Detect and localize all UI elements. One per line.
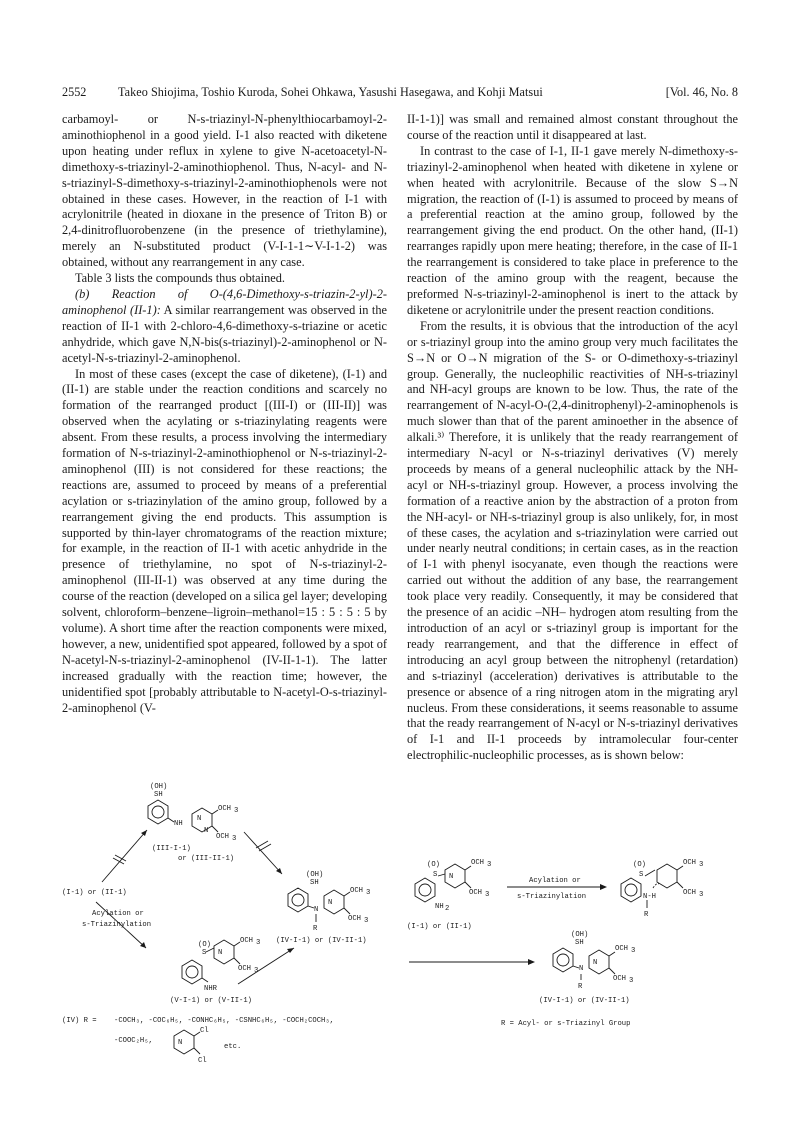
blocked-arrow-left [102, 830, 147, 882]
cl-label: Cl [200, 1027, 209, 1035]
compound-label: (IV-I-1) or (IV-II-1) [539, 997, 630, 1005]
benzene-ring [553, 948, 573, 972]
benzene-ring [148, 800, 168, 824]
triazine-ring [324, 890, 344, 914]
och3-label: OCH [683, 889, 696, 897]
triazine-ring [589, 950, 609, 974]
paragraph: In most of these cases (except the case of diketene), (I-1) and (II-1) are stable under the reaction conditions and scarcely no formation of the rearranged product [(III-I) or (III-II)] was observed when the acylating or s-triazinylating reagents were absent. From these results, a process involving the intermediary formation of N-s-triazinyl-2-aminothiophenol or N-s-triazinyl-2-aminophenol (III) is not considered for these reactions; the reactions are, assumed to proceed by means of a preferential acylation or s-triazinylation of the amino group, followed by a rearrangement giving the end products. This assumption is supported by thin-layer chromatograms of the reaction mixture; for example, in the reaction of II-1 with acetic anhydride in the presence of triethylamine, no spot of N-s-triazinyl-2-aminophenol (III-II-1) was observed at any time during the course of the reaction (developed on a silica gel layer; developing solvent, chloroform–benzene–ligroin–methanol=15 : 5 : 5 : 5 by volume). A short time after the reaction components were mixed, however, a new, unidentified spot appeared, followed by a spot of N-acetyl-N-s-triazinyl-2-aminophenol (IV-II-1-1). The latter increased gradually with the reaction time; however, the unidentified spot [probably attributable to N-acetyl-O-s-triazinyl-2-aminophenol (V- [62, 366, 387, 715]
nhr-label: NHR [204, 985, 217, 993]
o-label: (O) [198, 941, 211, 949]
benzene-ring [182, 960, 202, 984]
r-def-prefix: (IV) R = [62, 1017, 97, 1025]
paragraph: II-1-1)] was small and remained almost constant throughout the course of the reaction until it disappeared at last. [407, 112, 738, 142]
nh2-label: NH [435, 903, 444, 911]
structure-product [539, 931, 635, 1005]
sh-label: SH [310, 879, 319, 887]
subscript: 3 [629, 977, 634, 985]
r-label: R [578, 983, 583, 991]
nh-label: NH [174, 820, 183, 828]
n-label: N [314, 906, 319, 914]
structure-IV [276, 871, 370, 945]
reaction-arrow-2 [409, 959, 535, 965]
o-label: (O) [427, 861, 440, 869]
r-def-list: -COOC₂H₅, [114, 1037, 153, 1045]
r-label: R [644, 911, 649, 919]
structure-V [170, 937, 260, 1005]
subscript: 3 [256, 939, 261, 947]
structure-III [148, 783, 238, 863]
paragraph: From the results, it is obvious that the introduction of the acyl or s-triazinyl group into the amino group very much facilitates the S→N or O→N migration of the S- or O-dimethoxy-s-triazinyl group. Generally, the nucleophilic reactivities of NH-s-triazinyl and NH-acyl groups are known to be low. Thus, the rate of the rearrangement of N-acyl-O-(2,4-dinitrophenyl)-2-aminophenols is much slower than that of the parent aminoether in the absence of alkali.³⁾ Therefore, it is unlikely that the ready rearrangement of intermediary N-acyl or N-s-triazinyl derivatives (V) merely proceeds by means of a general nucleophilic attack by the NH-acyl or NH-s-triazinyl group. However, a process involving the formation of a reactive anion by the abstraction of a proton from the NH-acyl- or NH-s-triazinyl group is also unlikely, for, in most of these cases, the acylation and s-triazinylation were carried out under nearly neutral conditions; in certain cases, as in the reaction of I-1 with phenyl isocyanate, even though the reactions were carried out without the addition of any base, the rearrangement took place very readily. Consequently, it may be considered that the presence of an acidic –NH– hydrogen atom resulting from the introduction of an acyl or s-triazinyl group is important for the ready rearrangement, and that the difference in effect of introducing an acyl group between the nitrophenyl (retardation) and s-triazinyl (acceleration) derivatives is attributable to the presence or absence of a ring nitrogen atom in the migrating aryl nucleus. From these considerations, it seems reasonable to assume that the ready rearrangement of N-acyl or N-s-triazinyl derivatives of I-1 and II-1 proceeds by intramolecular four-center electrophilic-nucleophilic processes, as is shown below: [407, 318, 738, 763]
subscript: 3 [699, 891, 704, 899]
reaction-arrow [507, 877, 607, 901]
och3-label: OCH [238, 965, 251, 973]
subscript: 3 [631, 947, 636, 955]
compound-label: (III-I-1) [152, 845, 191, 853]
och3-label: OCH [683, 859, 696, 867]
och3-label: OCH [471, 859, 484, 867]
subscript: 3 [364, 917, 369, 925]
subscript: 3 [232, 835, 237, 843]
och3-label: OCH [240, 937, 253, 945]
reagent-label: Acylation or [92, 910, 144, 918]
author-line: Takeo Shiojima, Toshio Kuroda, Sohei Ohkawa, Yasushi Hasegawa, and Kohji Matsui [118, 85, 543, 99]
structure-intermediate [621, 859, 703, 919]
structure-start [407, 859, 491, 931]
oh-label: (OH) [150, 783, 168, 791]
subscript: 3 [699, 861, 704, 869]
och3-label: OCH [350, 887, 363, 895]
paragraph: In contrast to the case of I-1, II-1 gave merely N-dimethoxy-s-triazinyl-2-aminophenol when heated with diketene in xylene or when heated with acrylonitrile. Because of the slow S→N migration, the reaction of (I-1) is assumed to proceed by means of a preferential reaction at the amino group, followed by the rearrangement giving the end product. On the other hand, (II-1) rearranges rapidly upon mere heating; therefore, in the case of II-1 the rearrangement is considered to take place in preference to the reaction of the amino group with the reagent, because the preformed N-s-triazinyl-2-aminophenol is inert to the attack by diketene or acrylonitrile under the present reaction conditions. [407, 143, 738, 317]
s-label: S [639, 871, 644, 879]
benzene-ring [621, 878, 641, 902]
triazine-ring [214, 940, 234, 964]
och3-label: OCH [613, 975, 626, 983]
compound-label: (V-I-1) or (V-II-1) [170, 997, 252, 1005]
n-label: N [449, 873, 454, 881]
page-number: 2552 [62, 85, 87, 99]
och3-label: OCH [469, 889, 482, 897]
subscript: 3 [254, 967, 259, 975]
och3-label: OCH [615, 945, 628, 953]
subscript: 3 [487, 861, 492, 869]
n-label: N [218, 949, 223, 957]
subscript: 3 [234, 807, 239, 815]
reagent-label: Acylation or [529, 877, 581, 885]
etc-label: etc. [224, 1043, 242, 1051]
dichlorotriazine-ring [174, 1030, 194, 1054]
paragraph: Table 3 lists the compounds thus obtained. [75, 271, 285, 286]
n-label: N [197, 815, 202, 823]
s-label: S [202, 949, 207, 957]
sh-label: SH [154, 791, 163, 799]
triazine-ring [445, 864, 465, 888]
subscript: 2 [445, 905, 450, 913]
benzene-ring [288, 888, 308, 912]
n-label: N [204, 827, 209, 835]
och3-label: OCH [216, 833, 229, 841]
n-label: N [178, 1039, 183, 1047]
n-label: N [579, 965, 584, 973]
blocked-arrow-right [244, 832, 282, 874]
oh-label: (OH) [571, 931, 589, 939]
nh-label: N-H [643, 893, 656, 901]
och3-label: OCH [218, 805, 231, 813]
aromatic-circle [152, 806, 164, 818]
compound-label: (IV-I-1) or (IV-II-1) [276, 937, 367, 945]
volume-info: [Vol. 46, No. 8 [665, 85, 738, 99]
compound-label: or (III-II-1) [178, 855, 235, 863]
cl-label: Cl [198, 1057, 207, 1065]
s-label: S [433, 871, 438, 879]
paragraph: carbamoyl- or N-s-triazinyl-N-phenylthiocarbamoyl-2-aminothiophenol in a good yield. I-1 also reacted with diketene upon heating under reflux in xylene to give N-acetoacetyl-N-dimethoxy-s-triazinyl-2-aminothiophenol. Thus, N-acyl- and N-s-triazinyl-S-dimethoxy-s-triazinyl-2-aminothiophenols were not obtained in these cases. However, in the reaction of I-1 with acrylonitrile (heated in dioxane in the presence of Triton B) or 2,4-dinitrofluorobenzene (in the presence of triethylamine), merely an N-substituted product (V-I-1-1∼V-I-1-2) was obtained, without any rearrangement in any case. [62, 112, 387, 270]
och3-label: OCH [348, 915, 361, 923]
r-label: R [313, 925, 318, 933]
paragraph [62, 287, 387, 367]
subscript: 3 [485, 891, 490, 899]
reagent-label: s-Triazinylation [82, 921, 152, 929]
paragraph-body: A similar rearrangement was observed in the reaction of II-1 with 2-chloro-4,6-dimethoxy-s-triazine or acetic anhydride, which gave N,N-bis(s-triazinyl)-2-aminophenol or N-acetyl-N-s-triazinyl-2-aminophenol. [62, 302, 387, 365]
subscript: 3 [366, 889, 371, 897]
n-label: N [328, 899, 333, 907]
benzene-ring [415, 878, 435, 902]
n-label: N [593, 959, 598, 967]
triazine-ring [657, 864, 677, 888]
r-group-footnote: R = Acyl- or s-Triazinyl Group [501, 1020, 631, 1028]
triazine-ring [192, 808, 212, 832]
o-label: (O) [633, 861, 646, 869]
oh-label: (OH) [306, 871, 324, 879]
compound-label: (I-1) or (II-1) [62, 889, 127, 897]
four-center-mechanism-scheme [407, 852, 738, 1032]
left-column [62, 112, 387, 716]
r-definitions [62, 1017, 334, 1065]
running-header [62, 85, 738, 105]
section-heading: (b) Reaction of O-(4,6-Dimethoxy-s-triazin-2-yl)-2-aminophenol (II-1): [62, 286, 387, 317]
sh-label: SH [575, 939, 584, 947]
r-def-list: -COCH₃, -COC₆H₅, -CONHC₆H₅, -CSNHC₆H₅, -COCH₂COCH₃, [114, 1017, 334, 1025]
right-column [407, 112, 738, 764]
reagent-label: s-Triazinylation [517, 893, 587, 901]
rearrangement-scheme-left [62, 778, 400, 1068]
compound-label: (I-1) or (II-1) [407, 923, 472, 931]
